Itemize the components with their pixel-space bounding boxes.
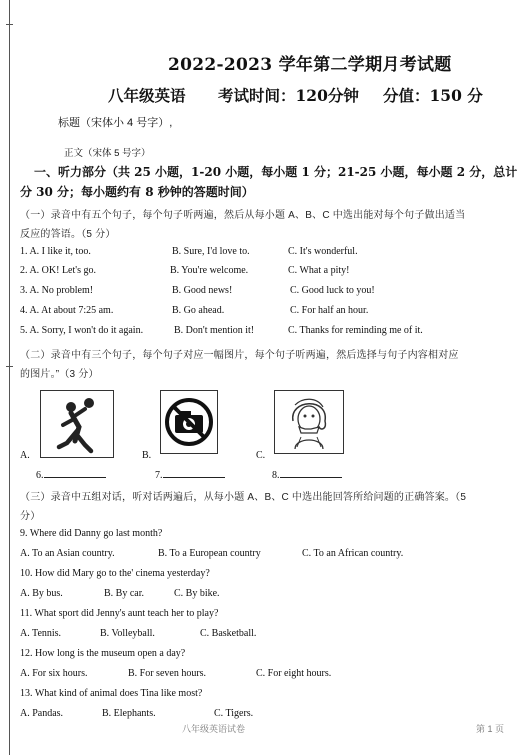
page-number: 第 1 页	[476, 724, 505, 734]
blank-line[interactable]	[44, 468, 106, 478]
exam-score: 分值：150 分	[383, 86, 483, 105]
question-option-b: B. Volleyball.	[100, 628, 155, 639]
question-option-b: B. To a European country	[158, 548, 261, 559]
question-option-a: A. To an Asian country.	[20, 548, 115, 559]
binding-margin-line	[9, 0, 10, 755]
answer-blank-8[interactable]	[272, 468, 342, 481]
part3-instructions: （三）录音中五组对话，听对话两遍后，从每小题 A、B、C 中选出能回答所给问题的正确答案。（5	[20, 492, 467, 503]
blank-number: 8.	[272, 470, 280, 481]
question-option-a: A. For six hours.	[20, 668, 88, 679]
margin-tick	[6, 24, 13, 25]
question-option-c: C. For eight hours.	[256, 668, 332, 679]
worried-girl-icon	[275, 391, 343, 453]
question-text: 13. What kind of animal does Tina like most?	[20, 688, 203, 699]
question-option-b: B. Good news!	[172, 285, 233, 296]
question-option-b: B. For seven hours.	[128, 668, 207, 679]
question-text: 11. What sport did Jenny's aunt teach her to play?	[20, 608, 219, 619]
volleyball-player-icon	[41, 391, 113, 457]
subject-label: 八年级英语	[108, 86, 186, 105]
part1-instructions-cont: 反应的答语。（5 分）	[20, 229, 116, 240]
question-option-c: C. Basketball.	[200, 628, 257, 639]
body-format-note: 正文（宋体 5 号字）	[64, 148, 151, 159]
blank-number: 6.	[36, 470, 44, 481]
question-option-c: C. What a pity!	[288, 265, 350, 276]
question-option-c: C. Good luck to you!	[290, 285, 375, 296]
volleyball-player-picture	[40, 390, 114, 458]
question-option-c: C. Thanks for reminding me of it.	[288, 325, 423, 336]
question-option-a: 5. A. Sorry, I won't do it again.	[20, 325, 144, 336]
question-option-a: A. By bus.	[20, 588, 63, 599]
worried-girl-picture	[274, 390, 344, 454]
question-option-c: C. By bike.	[174, 588, 220, 599]
question-text: 10. How did Mary go to the' cinema yesterday?	[20, 568, 210, 579]
picture-label-b: B.	[142, 450, 152, 461]
part2-instructions-cont: 的图片。”（3 分）	[20, 369, 99, 380]
question-option-a: 4. A. At about 7:25 am.	[20, 305, 114, 316]
question-option-c: C. To an African country.	[302, 548, 404, 559]
question-option-b: B. Sure, I'd love to.	[172, 246, 250, 257]
part2-instructions: （二）录音中有三个句子，每个句子对应一幅图片，每个句子听两遍，然后选择与句子内容相对应	[20, 350, 459, 361]
no-camera-icon	[161, 391, 217, 453]
title-format-note: 标题（宋体小 4 号字）,	[58, 117, 173, 129]
section-heading-line1: 一、听力部分（共 25 小题，1-20 小题，每小题 1 分；21-25 小题，每小题 2 分，总计	[34, 165, 518, 179]
question-text: 12. How long is the museum open a day?	[20, 648, 186, 659]
answer-blank-6[interactable]	[36, 468, 106, 481]
picture-label-a: A.	[20, 450, 30, 461]
blank-line[interactable]	[163, 468, 225, 478]
question-option-a: 2. A. OK! Let's go.	[20, 265, 96, 276]
section-heading-line2: 分 30 分；每小题约有 8 秒钟的答题时间）	[20, 185, 254, 199]
picture-label-c: C.	[256, 450, 266, 461]
question-option-c: C. For half an hour.	[290, 305, 369, 316]
exam-title: 2022-2023 学年第二学期月考试题	[168, 55, 452, 75]
question-option-b: B. Don't mention it!	[174, 325, 255, 336]
question-option-a: A. Pandas.	[20, 708, 64, 719]
margin-tick	[6, 366, 13, 367]
question-option-a: 3. A. No problem!	[20, 285, 94, 296]
question-option-c: C. It's wonderful.	[288, 246, 358, 257]
blank-number: 7.	[155, 470, 163, 481]
question-option-a: 1. A. I like it, too.	[20, 246, 91, 257]
answer-blank-7[interactable]	[155, 468, 225, 481]
exam-time: 考试时间：120分钟	[218, 86, 359, 105]
blank-line[interactable]	[280, 468, 342, 478]
no-photography-picture	[160, 390, 218, 454]
question-option-b: B. Go ahead.	[172, 305, 225, 316]
question-option-b: B. By car.	[104, 588, 144, 599]
question-option-b: B. Elephants.	[102, 708, 156, 719]
question-option-c: C. Tigers.	[214, 708, 254, 719]
part3-instructions-cont: 分）	[20, 511, 41, 522]
question-option-b: B. You're welcome.	[170, 265, 249, 276]
part1-instructions: （一）录音中有五个句子，每个句子听两遍，然后从每小题 A、B、C 中选出能对每个句子做出适当	[20, 210, 466, 221]
question-text: 9. Where did Danny go last month?	[20, 528, 163, 539]
question-option-a: A. Tennis.	[20, 628, 62, 639]
footer-title: 八年级英语试卷	[182, 724, 246, 734]
